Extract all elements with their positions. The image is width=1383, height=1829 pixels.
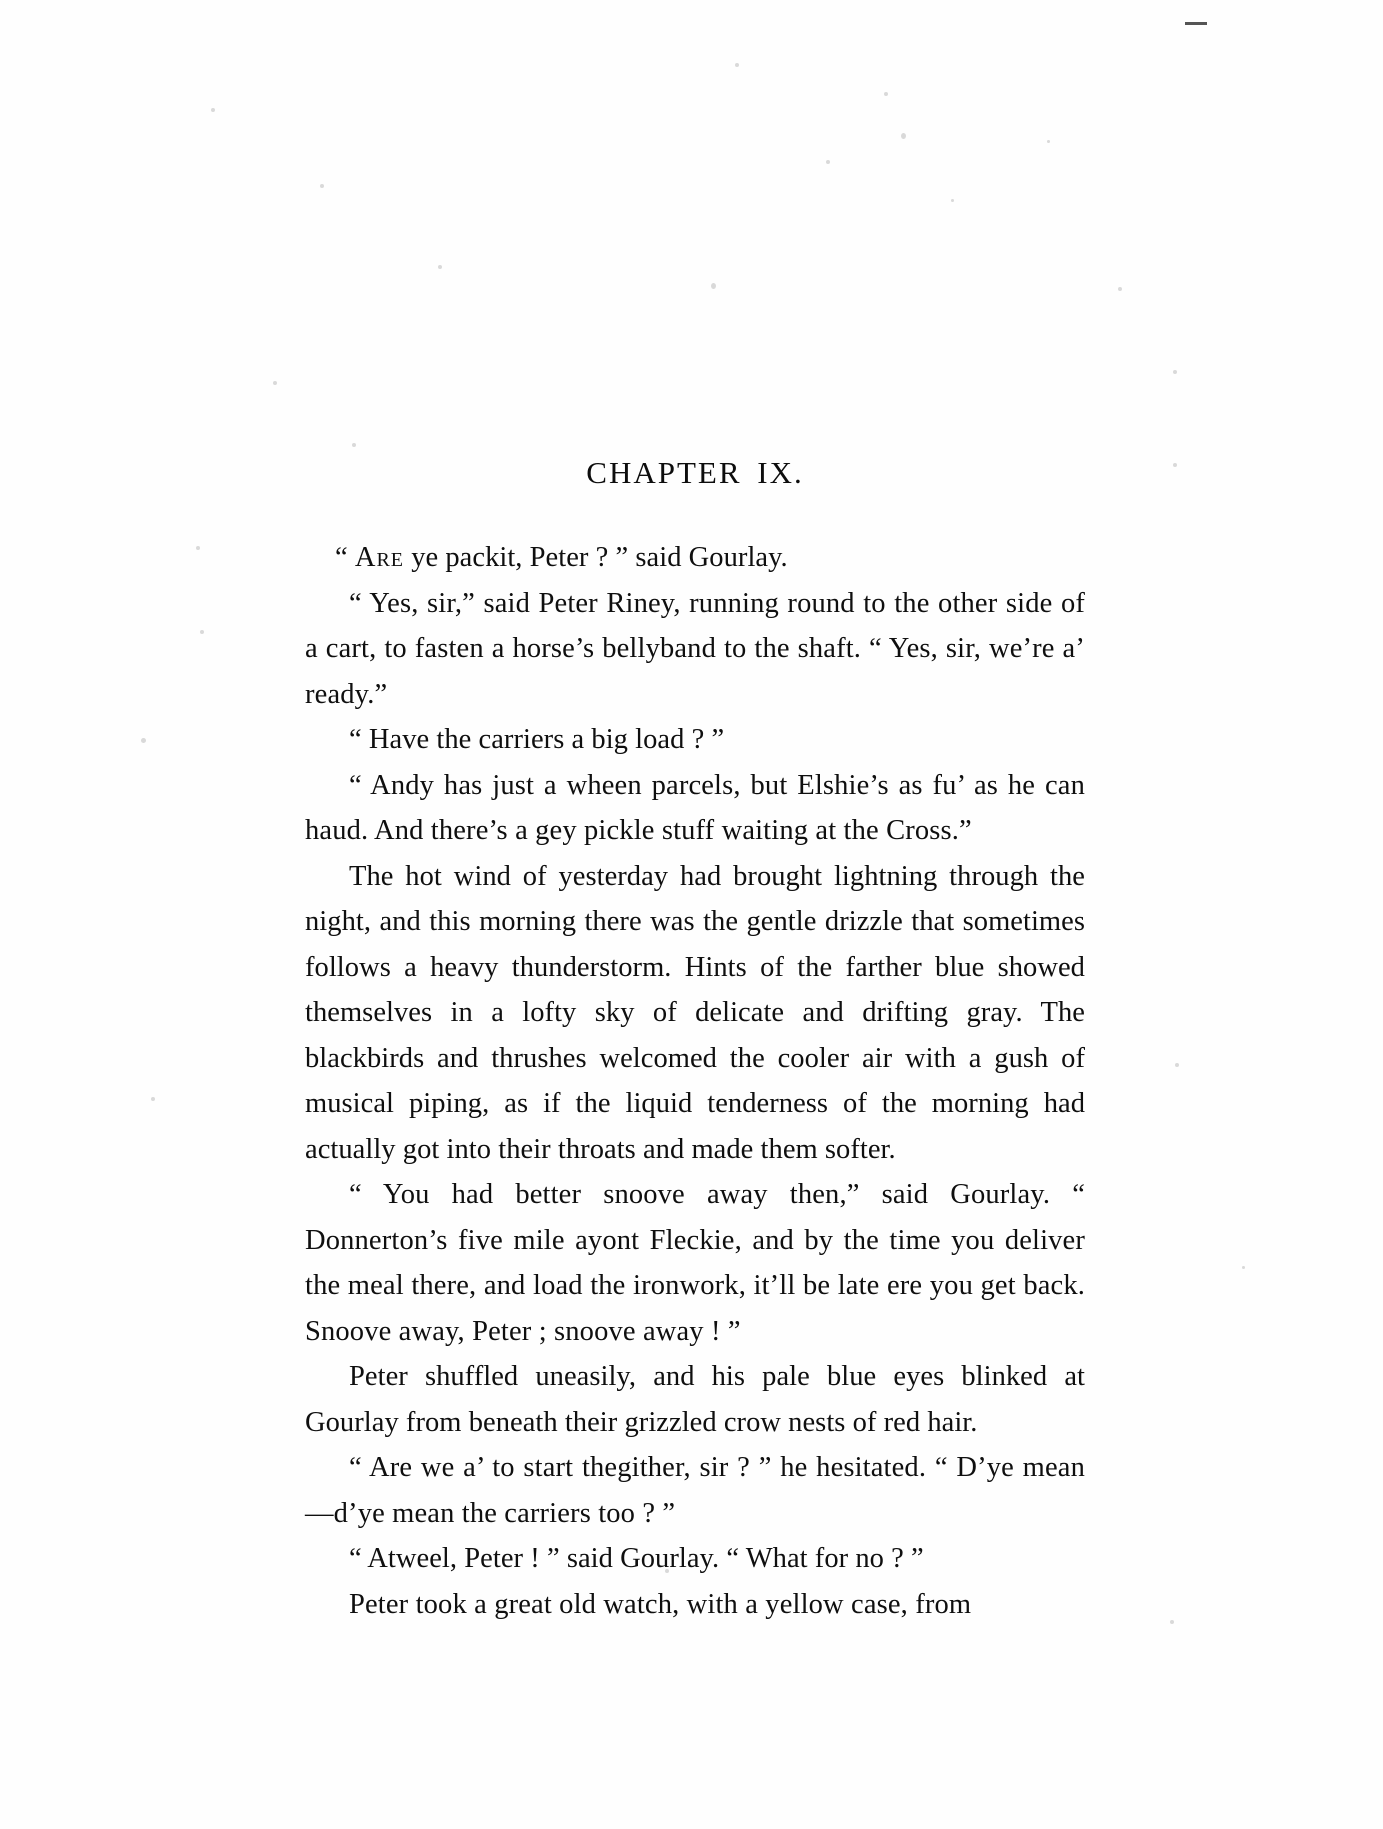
paragraph: “ You had better snoove away then,” said Gourlay. “ Donnerton’s five mile ayont Fleckie, and by the time you deliver the meal there, and load the ironwork, it’ll be late ere you get back. Snoove away, Peter ; snoove away ! ”	[305, 1179, 1085, 1347]
scan-speck	[438, 265, 442, 269]
small-caps-lead: Are	[354, 542, 405, 573]
scan-speck	[211, 108, 215, 112]
scan-speck	[1047, 140, 1050, 143]
scan-speck	[196, 546, 200, 550]
scan-speck	[901, 133, 906, 139]
paragraph: “ Andy has just a wheen parcels, but Elshie’s as fu’ as he can haud. And there’s a gey pickle stuff waiting at the Cross.”	[305, 769, 1085, 846]
scan-speck	[200, 630, 204, 634]
scan-speck	[141, 738, 146, 743]
scan-speck	[711, 283, 716, 289]
scan-speck	[320, 184, 324, 188]
page-text-column	[305, 455, 1085, 1627]
scan-speck	[1118, 287, 1122, 291]
chapter-heading: CHAPTER IX.	[586, 455, 804, 490]
paragraph: Peter took a great old watch, with a yellow case, from	[349, 1588, 972, 1620]
paragraph: “ Are we a’ to start thegither, sir ? ” he hesitated. “ D’ye mean—d’ye mean the carriers too ? ”	[305, 1452, 1085, 1529]
scan-speck	[1170, 1620, 1174, 1624]
paragraph: “ Have the carriers a big load ? ”	[349, 724, 725, 755]
scan-speck	[1173, 370, 1177, 374]
scan-speck	[735, 63, 739, 67]
page-corner-mark	[1185, 22, 1207, 25]
scan-speck	[273, 381, 277, 385]
scan-speck	[1173, 463, 1177, 467]
paragraph: “ Atweel, Peter ! ” said Gourlay. “ What for no ? ”	[349, 1543, 924, 1574]
scan-speck	[151, 1097, 155, 1101]
paragraph: Peter shuffled uneasily, and his pale blue eyes blinked at Gourlay from beneath their grizzled crow nests of red hair.	[305, 1361, 1085, 1438]
paragraph: The hot wind of yesterday had brought lightning through the night, and this morning there was the gentle drizzle that sometimes follows a heavy thunderstorm. Hints of the farther blue showed themselves in a lofty sky of delicate and drifting gray. The blackbirds and thrushes welcomed the cooler air with a gush of musical piping, as if the liquid tenderness of the morning had actually got into their throats and made them softer.	[305, 860, 1085, 1165]
scan-speck	[1242, 1266, 1245, 1269]
paragraph: “ Are ye packit, Peter ? ” said Gourlay.	[335, 542, 788, 573]
scan-speck	[951, 199, 954, 202]
scan-speck	[1175, 1063, 1179, 1067]
scan-speck	[352, 443, 356, 447]
scan-speck	[826, 160, 830, 164]
scan-speck	[884, 92, 888, 96]
paragraph: “ Yes, sir,” said Peter Riney, running round to the other side of a cart, to fasten a horse’s bellyband to the shaft. “ Yes, sir, we’re a’ ready.”	[305, 587, 1085, 710]
